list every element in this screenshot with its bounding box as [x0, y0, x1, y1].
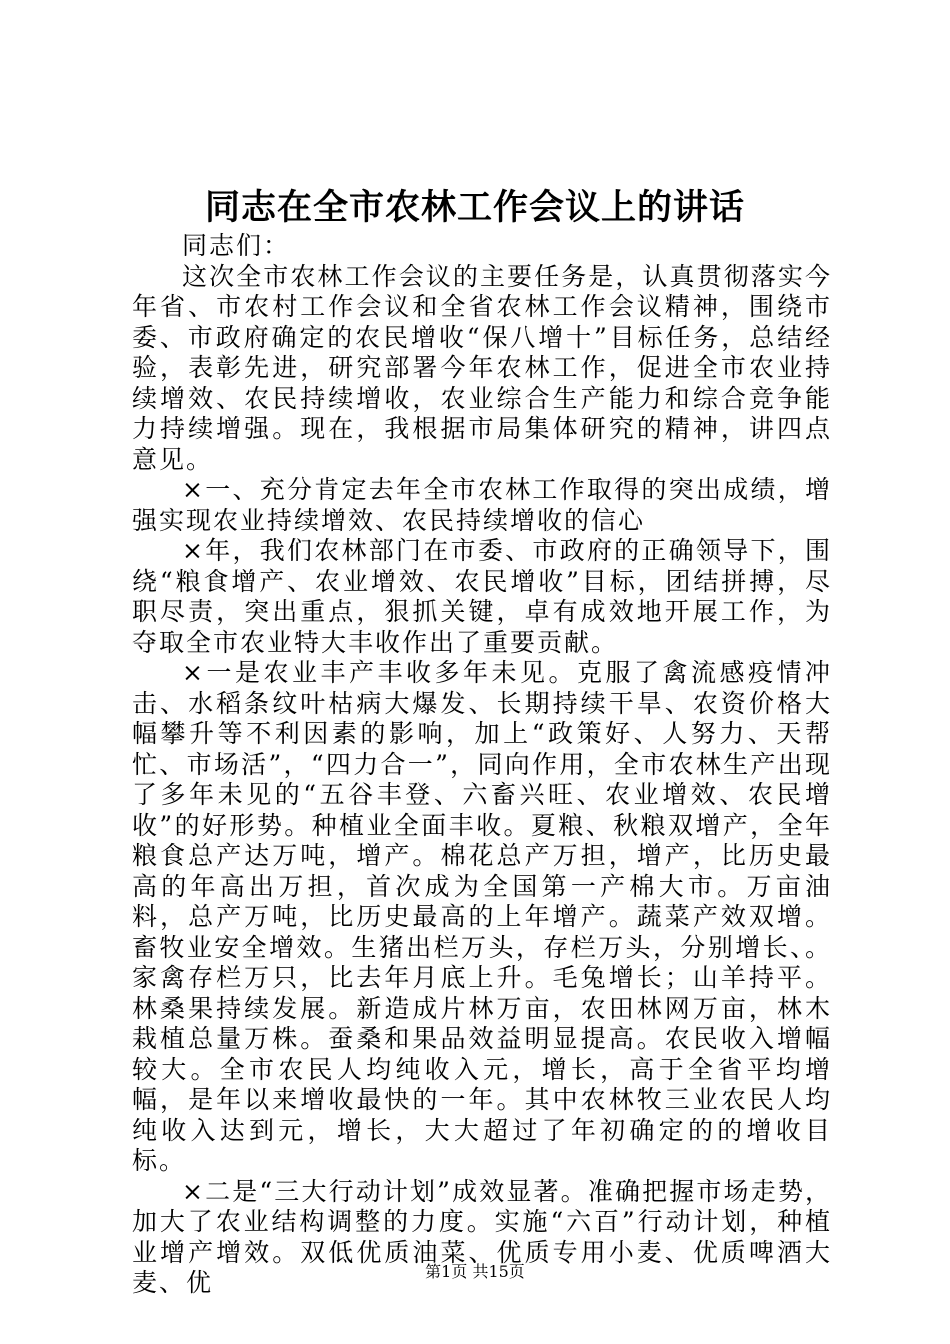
body-paragraph: ×年，我们农林部门在市委、市政府的正确领导下，围绕“粮食增产、农业增效、农民增收”目标，团结拼搏，尽职尽责，突出重点，狠抓关键，卓有成效地开展工作，为夺取全市农业特大丰收作出了重要贡献。: [132, 536, 832, 657]
intro-paragraph: 这次全市农林工作会议的主要任务是，认真贯彻落实今年省、市农村工作会议和全省农林工作会议精神，围绕市委、市政府确定的农民增收“保八增十”目标任务，总结经验，表彰先进，研究部署今年农林工作，促进全市农业持续增效、农民持续增收，农业综合生产能力和综合竞争能力持续增强。现在，我根据市局集体研究的精神，讲四点意见。: [132, 261, 832, 474]
page-footer: 第1页 共15页: [425, 1262, 525, 1281]
salutation: 同志们：: [182, 231, 291, 260]
document-title: 同志在全市农林工作会议上的讲话: [204, 188, 745, 228]
body-paragraph: ×二是“三大行动计划”成效显著。准确把握市场走势，加大了农业结构调整的力度。实施“六百”行动计划，种植业增产增效。双低优质油菜、优质专用小麦、优质啤酒大麦、优: [132, 1176, 832, 1297]
document-body: [132, 231, 832, 1299]
body-paragraph: ×一是农业丰产丰收多年未见。克服了禽流感疫情冲击、水稻条纹叶枯病大爆发、长期持续干旱、农资价格大幅攀升等不利因素的影响，加上“政策好、人努力、天帮忙、市场活”，“四力合一”，同向作用，全市农林生产出现了多年未见的“五谷丰登、六畜兴旺、农业增效、农民增收”的好形势。种植业全面丰收。夏粮、秋粮双增产，全年粮食总产达万吨，增产。棉花总产万担，增产，比历史最高的年高出万担，首次成为全国第一产棉大市。万亩油料，总产万吨，比历史最高的上年增产。蔬菜产效双增。畜牧业安全增效。生猪出栏万头，存栏万头，分别增长、。家禽存栏万只，比去年月底上升。毛兔增长；山羊持平。林桑果持续发展。新造成片林万亩，农田林网万亩，林木栽植总量万株。蚕桑和果品效益明显提高。农民收入增幅较大。全市农民人均纯收入元，增长，高于全省平均增幅，是年以来增收最快的一年。其中农林牧三业农民人均纯收入达到元，增长，大大超过了年初确定的的增收目标。: [132, 658, 832, 1175]
section-heading-1: ×一、充分肯定去年全市农林工作取得的突出成绩，增强实现农业持续增效、农民持续增收的信心: [132, 475, 832, 535]
